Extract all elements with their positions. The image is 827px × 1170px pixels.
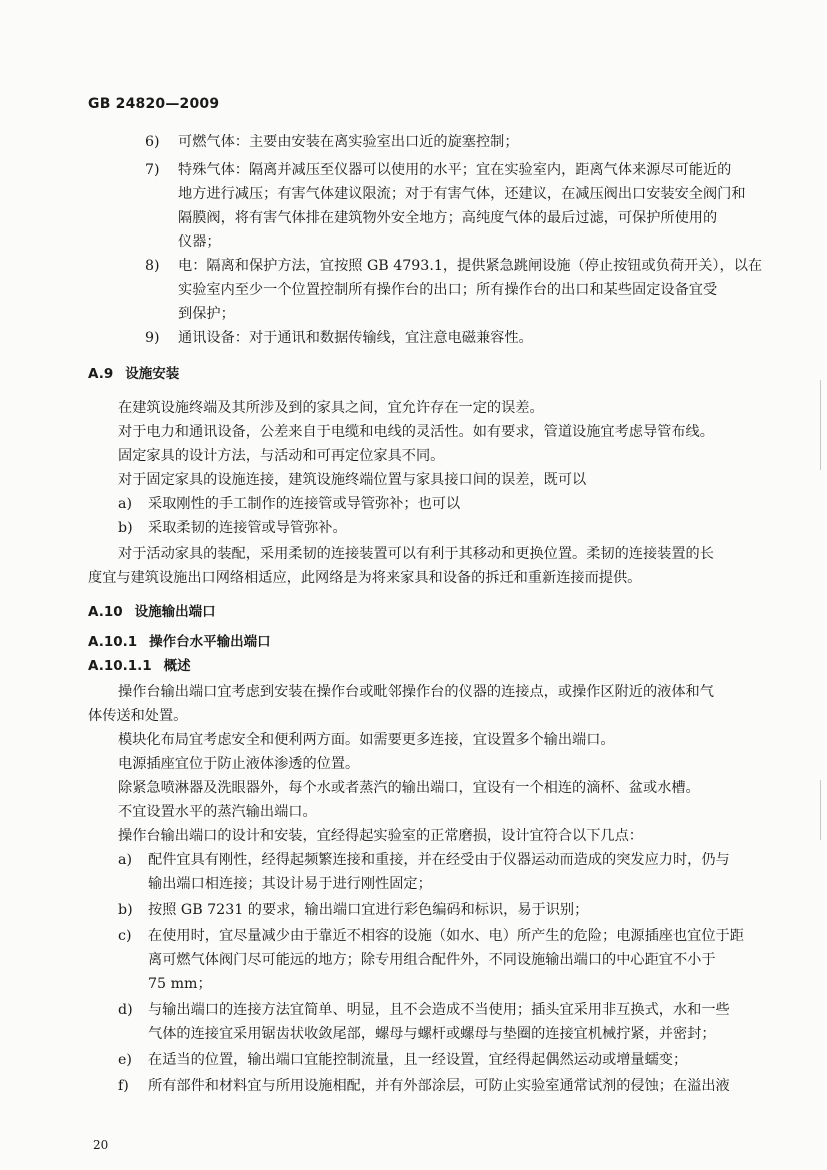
list-marker: 9) bbox=[145, 330, 160, 346]
list-marker: a) bbox=[118, 852, 132, 868]
list-item-text: 采取柔韧的连接管或导管弥补。 bbox=[148, 520, 347, 536]
list-marker: 8) bbox=[145, 258, 160, 274]
section-number: A.10.1.1 bbox=[88, 658, 152, 674]
list-item-text: 按照 GB 7231 的要求，输出端口宜进行彩色编码和标识，易于识别； bbox=[148, 902, 589, 918]
list-marker: 7) bbox=[145, 162, 160, 178]
section-title: 操作台水平输出端口 bbox=[149, 634, 271, 650]
list-item-text: 实验室内至少一个位置控制所有操作台的出口；所有操作台的出口和某些固定设备宜受 bbox=[178, 282, 718, 298]
list-marker: b) bbox=[118, 902, 133, 918]
paragraph: 电源插座宜位于防止液体渗透的位置。 bbox=[118, 756, 360, 772]
list-item-text: 电：隔离和保护方法，宜按照 GB 4793.1，提供紧急跳闸设施（停止按钮或负荷开关），以在 bbox=[178, 258, 763, 274]
list-item-text: 仪器； bbox=[178, 234, 221, 250]
list-marker: c) bbox=[118, 928, 132, 944]
list-marker: a) bbox=[118, 496, 132, 512]
list-item-text: 可燃气体：主要由安装在离实验室出口近的旋塞控制； bbox=[178, 134, 519, 150]
list-item-text: 在适当的位置，输出端口宜能控制流量，且一经设置，宜经得起偶然运动或增量蠕变； bbox=[148, 1052, 688, 1068]
paragraph: 在建筑设施终端及其所涉及到的家具之间，宜允许存在一定的误差。 bbox=[118, 400, 544, 416]
section-heading-a10 bbox=[88, 602, 216, 622]
paragraph: 操作台输出端口宜考虑到安装在操作台或毗邻操作台的仪器的连接点，或操作区附近的液体和气 bbox=[118, 684, 714, 700]
list-marker: e) bbox=[118, 1052, 132, 1068]
list-item-text: 隔膜阀，将有害气体排在建筑物外安全地方；高纯度气体的最后过滤，可保护所使用的 bbox=[178, 210, 718, 226]
paragraph: 体传送和处置。 bbox=[88, 708, 188, 724]
list-item-text: 在使用时，宜尽量减少由于靠近不相容的设施（如水、电）所产生的危险；电源插座也宜位于距 bbox=[148, 928, 744, 944]
list-item-text: 输出端口相连接；其设计易于进行刚性固定； bbox=[148, 876, 432, 892]
list-item-text: 离可燃气体阀门尽可能远的地方；除专用组合配件外，不同设施输出端口的中心距宜不小于 bbox=[148, 952, 716, 968]
page-number: 20 bbox=[93, 1138, 109, 1152]
paragraph: 对于固定家具的设施连接，建筑设施终端位置与家具接口间的误差，既可以 bbox=[118, 472, 587, 488]
paragraph: 度宜与建筑设施出口网络相适应，此网络是为将来家具和设备的拆迁和重新连接而提供。 bbox=[88, 570, 642, 586]
section-title: 设施输出端口 bbox=[134, 604, 216, 620]
scan-edge-mark bbox=[820, 380, 821, 470]
paragraph: 不宜设置水平的蒸汽输出端口。 bbox=[118, 804, 317, 820]
paragraph: 除紧急喷淋器及洗眼器外，每个水或者蒸汽的输出端口，宜设有一个相连的滴杯、盆或水槽。 bbox=[118, 780, 700, 796]
section-heading-a10-1 bbox=[88, 632, 271, 652]
paragraph: 模块化布局宜考虑安全和便利两方面。如需要更多连接，宜设置多个输出端口。 bbox=[118, 732, 615, 748]
section-title: 概述 bbox=[163, 658, 191, 674]
list-item-text: 配件宜具有刚性，经得起频繁连接和重接，并在经受由于仪器运动而造成的突发应力时，仍与 bbox=[148, 852, 730, 868]
list-marker: f) bbox=[118, 1078, 129, 1094]
paragraph: 操作台输出端口的设计和安装，宜经得起实验室的正常磨损，设计宜符合以下几点： bbox=[118, 828, 643, 844]
section-number: A.9 bbox=[88, 366, 114, 382]
list-item-text: 通讯设备：对于通讯和数据传输线，宜注意电磁兼容性。 bbox=[178, 330, 533, 346]
paragraph: 对于电力和通讯设备，公差来自于电缆和电线的灵活性。如有要求，管道设施宜考虑导管布线。 bbox=[118, 424, 714, 440]
list-item-text: 特殊气体：隔离并减压至仪器可以使用的水平；宜在实验室内，距离气体来源尽可能近的 bbox=[178, 162, 732, 178]
list-item-text: 75 mm； bbox=[148, 976, 212, 992]
section-number: A.10 bbox=[88, 604, 123, 620]
section-heading-a9 bbox=[88, 364, 179, 384]
list-item-text: 到保护； bbox=[178, 306, 235, 322]
paragraph: 固定家具的设计方法，与活动和可再定位家具不同。 bbox=[118, 448, 445, 464]
list-item-text: 与输出端口的连接方法宜简单、明显，且不会造成不当使用；插头宜采用非互换式，水和一些 bbox=[148, 1002, 730, 1018]
scan-edge-mark bbox=[820, 780, 821, 840]
section-number: A.10.1 bbox=[88, 634, 138, 650]
list-item-text: 所有部件和材料宜与所用设施相配，并有外部涂层，可防止实验室通常试剂的侵蚀；在溢出液 bbox=[148, 1078, 730, 1094]
list-marker: d) bbox=[118, 1002, 133, 1018]
section-title: 设施安装 bbox=[125, 366, 180, 382]
section-heading-a10-1-1 bbox=[88, 656, 191, 676]
list-marker: b) bbox=[118, 520, 133, 536]
list-item-text: 地方进行减压；有害气体建议限流；对于有害气体，还建议，在减压阀出口安装安全阀门和 bbox=[178, 186, 746, 202]
list-marker: 6) bbox=[145, 134, 160, 150]
paragraph: 对于活动家具的装配，采用柔韧的连接装置可以有利于其移动和更换位置。柔韧的连接装置的长 bbox=[118, 546, 714, 562]
list-item-text: 采取刚性的手工制作的连接管或导管弥补；也可以 bbox=[148, 496, 461, 512]
standard-number: GB 24820—2009 bbox=[88, 96, 220, 112]
list-item-text: 气体的连接宜采用锯齿状收敛尾部，螺母与螺杆或螺母与垫圈的连接宜机械拧紧，并密封； bbox=[148, 1026, 716, 1042]
